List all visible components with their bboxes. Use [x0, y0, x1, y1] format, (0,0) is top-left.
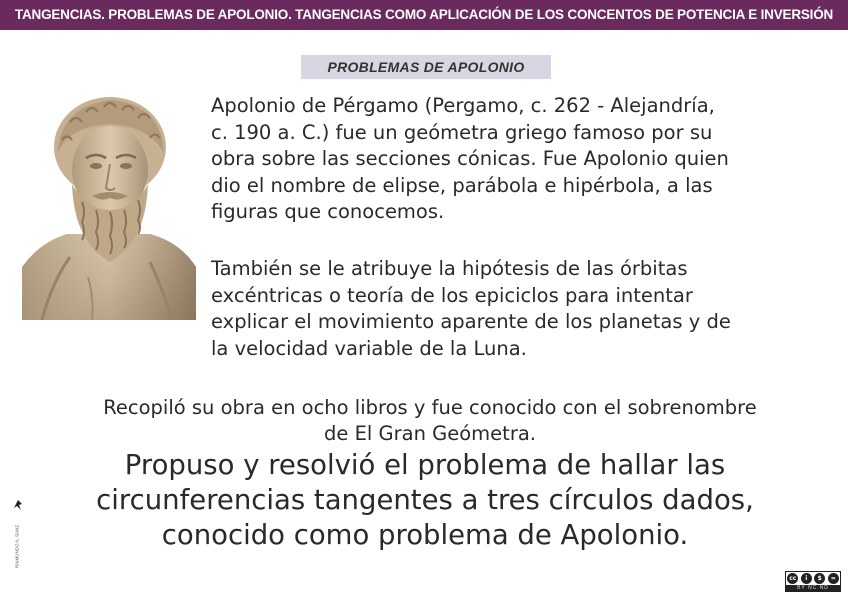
portrait-image	[22, 92, 196, 320]
license-icons	[786, 572, 840, 585]
noderivatives-icon: =	[828, 573, 839, 584]
bust-portrait-icon	[22, 92, 196, 320]
author-credit-text: RAIMUNDO A. SANZ	[14, 525, 20, 569]
epicycles-paragraph: También se le atribuye la hipótesis de las órbitas excéntricas o teoría de los epiciclos para intentar explicar el movimiento aparente de los planetas y de la velocidad variable de la Luna.	[211, 257, 731, 360]
header-title: TANGENCIAS. PROBLEMAS DE APOLONIO. TANGENCIAS COMO APLICACIÓN DE LOS CONCENTOS DE POTENCIA E INVERSIÓN	[14, 7, 834, 22]
biography-paragraph: Apolonio de Pérgamo (Pergamo, c. 262 - Alejandría, c. 190 a. C.) fue un geómetra griego famoso por su obra sobre las secciones cónicas. Fue Apolonio quien dio el nombre de elipse, parábola e hipérbola, a las figuras que conocemos.	[211, 94, 729, 223]
section-label	[301, 55, 551, 79]
works-paragraph: Recopiló su obra en ocho libros y fue conocido con el sobrenombre de El Gran Geómetra.	[103, 396, 757, 445]
author-credit	[6, 500, 28, 580]
cc-icon: cc	[789, 575, 797, 582]
author-logo-icon	[13, 500, 23, 510]
attribution-icon: i	[801, 573, 812, 584]
license-text: BY NC ND	[786, 585, 840, 592]
section-label-text: PROBLEMAS DE APOLONIO	[327, 59, 525, 75]
header-bar	[0, 0, 848, 30]
apollonius-problem-paragraph: Propuso y resolvió el problema de hallar las circunferencias tangentes a tres círculos dados, conocido como problema de Apolonio.	[96, 449, 754, 551]
noncommercial-icon: $	[814, 573, 825, 584]
license-badge[interactable]	[785, 571, 841, 592]
